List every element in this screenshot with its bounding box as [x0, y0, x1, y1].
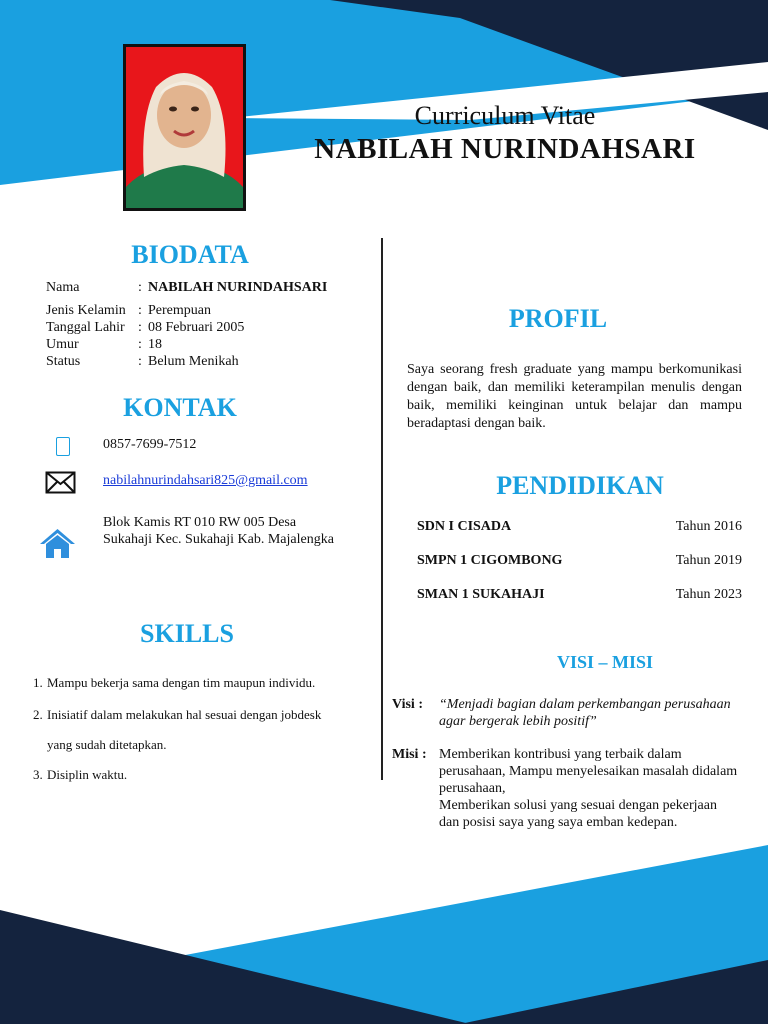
email-link[interactable]: nabilahnurindahsari825@gmail.com [103, 473, 308, 488]
skill-number: 1. [33, 675, 43, 690]
biodata-label: Jenis Kelamin [46, 303, 126, 318]
pendidikan-heading: PENDIDIKAN [496, 471, 664, 500]
skill-text-continuation: yang sudah ditetapkan. [47, 737, 167, 752]
cv-subtitle: Curriculum Vitae [414, 101, 596, 130]
education-row [417, 587, 742, 603]
biodata-label: Umur [46, 337, 79, 352]
list-item [33, 674, 315, 692]
biodata-sep: : [138, 280, 142, 295]
school-year: Tahun 2016 [675, 519, 742, 534]
list-item [33, 766, 127, 784]
biodata-label: Tanggal Lahir [46, 320, 125, 335]
mail-icon [45, 471, 76, 494]
misi-line: Memberikan kontribusi yang terbaik dalam perusahaan, Mampu menyelesaikan masalah didalam perusahaan, [439, 747, 738, 796]
school-year: Tahun 2023 [675, 587, 742, 602]
education-row [417, 553, 742, 569]
biodata-sep: : [138, 303, 142, 318]
profile-photo [123, 44, 246, 211]
education-row [417, 519, 742, 535]
profil-heading: PROFIL [508, 304, 608, 333]
home-icon [39, 528, 76, 559]
phone-number: 0857-7699-7512 [103, 437, 197, 452]
biodata-value: NABILAH NURINDAHSARI [148, 280, 328, 295]
biodata-sep: : [138, 337, 142, 352]
visi-label: Visi : [392, 697, 423, 712]
school-name: SMAN 1 SUKAHAJI [417, 587, 545, 602]
phone-icon [56, 437, 70, 456]
biodata-heading: BIODATA [131, 240, 249, 269]
skill-text: Disiplin waktu. [47, 767, 128, 782]
biodata-row [46, 353, 327, 370]
biodata-row [46, 279, 327, 296]
profil-text: Saya seorang fresh graduate yang mampu berkomunikasi dengan baik, dan memiliki keterampilan menulis dengan baik, memiliki keinginan untuk belajar dan mampu beradaptasi dengan baik. [407, 362, 742, 431]
visi-misi-heading: VISI – MISI [556, 652, 654, 672]
skill-number: 3. [33, 767, 43, 782]
biodata-value: Perempuan [148, 303, 211, 318]
list-item [33, 706, 321, 724]
skill-number: 2. [33, 707, 43, 722]
document-title [300, 100, 710, 166]
biodata-row [46, 319, 327, 336]
biodata-value: Belum Menikah [148, 354, 239, 369]
misi-text [439, 746, 739, 831]
biodata-sep: : [138, 354, 142, 369]
kontak-heading: KONTAK [123, 393, 237, 422]
misi-line: Memberikan solusi yang sesuai dengan pekerjaan dan posisi saya yang saya emban kedepan. [439, 798, 717, 830]
person-name: NABILAH NURINDAHSARI [314, 133, 696, 165]
biodata-label: Nama [46, 280, 80, 295]
biodata-table [46, 279, 327, 370]
biodata-row [46, 336, 327, 353]
column-divider [381, 238, 383, 780]
biodata-sep: : [138, 320, 142, 335]
biodata-value: 08 Februari 2005 [148, 320, 245, 335]
skills-heading: SKILLS [140, 619, 234, 648]
address: Blok Kamis RT 010 RW 005 Desa Sukahaji Kec. Sukahaji Kab. Majalengka [103, 515, 334, 547]
visi-text: “Menjadi bagian dalam perkembangan perusahaan agar bergerak lebih positif” [439, 697, 731, 729]
skill-text: Mampu bekerja sama dengan tim maupun individu. [47, 675, 316, 690]
school-name: SDN I CISADA [417, 519, 512, 534]
school-year: Tahun 2019 [675, 553, 742, 568]
misi-label: Misi : [392, 747, 427, 762]
school-name: SMPN 1 CIGOMBONG [417, 553, 563, 568]
skill-text: Inisiatif dalam melakukan hal sesuai dengan jobdesk [47, 707, 322, 722]
biodata-row [46, 302, 327, 319]
biodata-value: 18 [148, 337, 162, 352]
biodata-label: Status [46, 354, 81, 369]
